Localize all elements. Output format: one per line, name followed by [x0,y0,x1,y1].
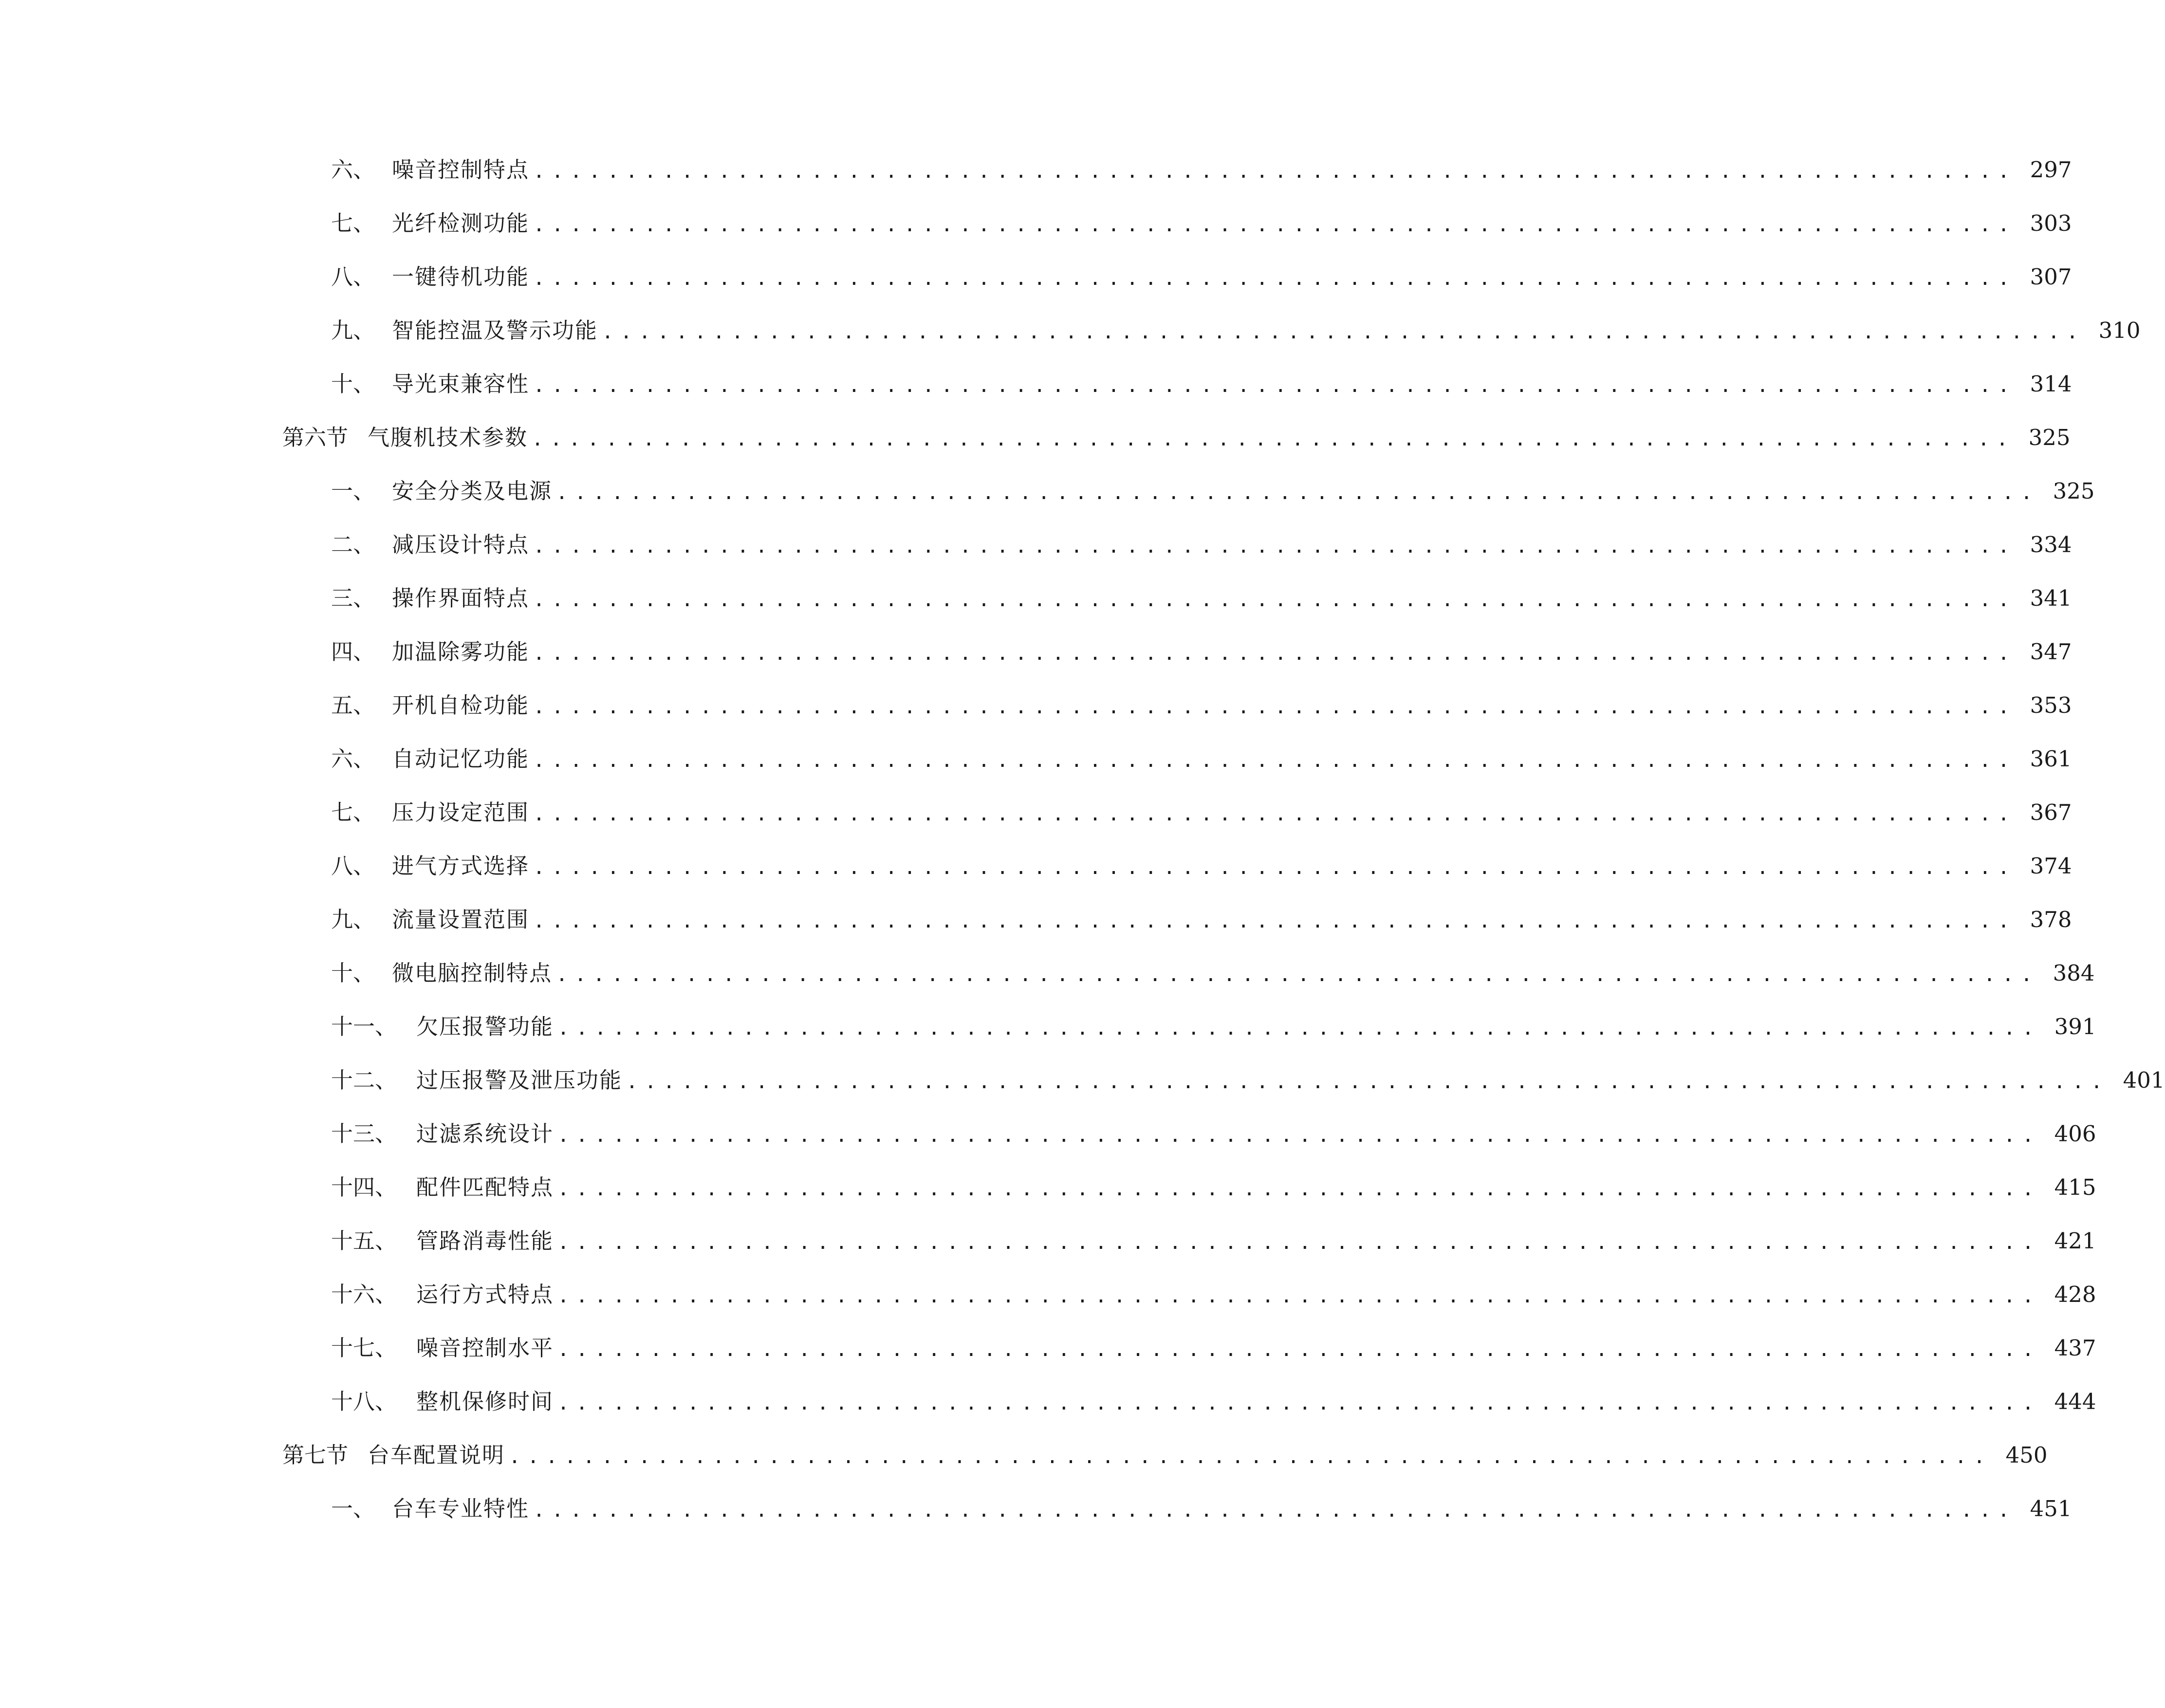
toc-entry-number: 六、 [331,156,375,183]
toc-entry-page: 334 [2030,531,2072,557]
toc-entry[interactable] [0,732,2072,785]
toc-entry-number: 五、 [331,692,375,718]
dot-leader: ................................................................................ [509,1446,1992,1468]
toc-entry-number: 十、 [331,960,375,986]
toc-entry-page: 325 [2053,478,2095,504]
toc-entry-page: 374 [2030,853,2072,879]
toc-entry-page: 341 [2030,585,2072,611]
toc-entry-number: 九、 [331,317,375,343]
toc-entry-number: 九、 [331,906,375,932]
toc-entry[interactable] [0,518,2072,571]
dot-leader: ................................................................................ [533,803,2017,825]
toc-entry-title: 过压报警及泄压功能 [416,1067,623,1093]
toc-entry-number: 第六节 [282,424,349,450]
toc-entry-title: 安全分类及电源 [392,478,553,504]
toc-entry-title: 台车配置说明 [368,1442,505,1468]
toc-entry-number: 三、 [331,585,375,611]
toc-entry-page: 401 [2123,1067,2165,1093]
toc-entry-number: 十七、 [331,1335,397,1361]
toc-entry[interactable] [0,678,2072,732]
toc-section-entry[interactable] [0,1428,2048,1482]
toc-entry-page: 428 [2054,1281,2096,1307]
toc-entry-page: 384 [2053,960,2095,986]
toc-entry-page: 307 [2030,263,2072,290]
toc-entry-page: 310 [2098,317,2141,343]
toc-entry-title: 光纤检测功能 [392,210,530,236]
toc-entry[interactable] [0,1482,2072,1535]
toc-entry[interactable] [0,839,2072,892]
toc-entry-page: 421 [2054,1227,2096,1254]
toc-entry-page: 415 [2054,1174,2096,1200]
dot-leader: ................................................................................ [533,856,2017,879]
toc-entry-title: 微电脑控制特点 [392,960,553,986]
toc-entry-title: 台车专业特性 [392,1495,530,1522]
dot-leader: ................................................................................ [533,535,2017,557]
toc-entry-title: 运行方式特点 [416,1281,554,1307]
toc-entry-page: 450 [2005,1442,2048,1468]
toc-entry-page: 303 [2030,210,2072,236]
toc-entry[interactable] [0,303,2141,357]
toc-entry[interactable] [0,571,2072,625]
toc-entry-page: 406 [2054,1120,2096,1147]
toc-entry[interactable] [0,892,2072,946]
toc-entry-page: 353 [2030,692,2072,718]
toc-entry-number: 一、 [331,478,375,504]
dot-leader: ................................................................................ [533,696,2017,718]
toc-entry[interactable] [0,1053,2165,1107]
toc-entry-number: 八、 [331,853,375,879]
toc-entry-title: 加温除雾功能 [392,638,530,665]
toc-entry-title: 智能控温及警示功能 [392,317,598,343]
toc-entry-page: 437 [2054,1335,2096,1361]
dot-leader: ................................................................................ [533,642,2017,665]
dot-leader: ................................................................................ [532,428,2015,450]
dot-leader: ................................................................................ [557,1285,2041,1307]
toc-entry-title: 自动记忆功能 [392,745,530,772]
toc-entry-page: 325 [2028,424,2071,450]
toc-entry-number: 十五、 [331,1227,397,1254]
toc-entry-number: 第七节 [282,1442,349,1468]
dot-leader: ................................................................................ [557,1231,2041,1254]
toc-entry-number: 一、 [331,1495,375,1522]
toc-entry-title: 气腹机技术参数 [368,424,528,450]
toc-entry-title: 欠压报警功能 [416,1013,554,1040]
dot-leader: ................................................................................ [626,1071,2109,1093]
toc-entry-title: 过滤系统设计 [416,1120,554,1147]
toc-entry-title: 一键待机功能 [392,263,530,290]
dot-leader: ................................................................................ [533,214,2017,236]
toc-entry-title: 开机自检功能 [392,692,530,718]
toc-entry[interactable] [0,625,2072,678]
toc-entry-page: 391 [2054,1013,2096,1040]
toc-entry-number: 十六、 [331,1281,397,1307]
toc-entry-page: 314 [2030,371,2072,397]
toc-entry-title: 操作界面特点 [392,585,530,611]
toc-entry-number: 八、 [331,263,375,290]
toc-entry-number: 七、 [331,210,375,236]
toc-entry[interactable] [0,1267,2096,1321]
toc-entry[interactable] [0,250,2072,303]
toc-entry[interactable] [0,1374,2096,1428]
toc-entry-page: 361 [2030,745,2072,772]
toc-entry-number: 十二、 [331,1067,397,1093]
toc-entry-title: 噪音控制水平 [416,1335,554,1361]
toc-entry-number: 十四、 [331,1174,397,1200]
toc-entry[interactable] [0,946,2095,1000]
toc-entry-title: 导光束兼容性 [392,371,530,397]
toc-entry-page: 378 [2030,906,2072,932]
toc-entry-number: 十一、 [331,1013,397,1040]
toc-entry-title: 流量设置范围 [392,906,530,932]
toc-entry-title: 整机保修时间 [416,1388,554,1414]
dot-leader: ................................................................................ [533,589,2017,611]
toc-entry-title: 配件匹配特点 [416,1174,554,1200]
toc-entry[interactable] [0,196,2072,250]
toc-entry-number: 十、 [331,371,375,397]
toc-entry[interactable] [0,785,2072,839]
dot-leader: ................................................................................ [557,1338,2041,1361]
toc-entry[interactable] [0,464,2095,518]
toc-entry-title: 管路消毒性能 [416,1227,554,1254]
dot-leader: ................................................................................ [557,1392,2041,1414]
dot-leader: ................................................................................ [556,964,2039,986]
toc-entry-title: 进气方式选择 [392,853,530,879]
dot-leader: ................................................................................ [533,374,2017,397]
toc-section-entry[interactable] [0,410,2071,464]
toc-entry-page: 444 [2054,1388,2096,1414]
toc-entry-number: 七、 [331,799,375,825]
toc-entry[interactable] [0,357,2072,410]
toc-entry[interactable] [0,1000,2096,1053]
toc-entry-page: 451 [2030,1495,2072,1522]
toc-entry[interactable] [0,143,2072,196]
toc-entry-number: 四、 [331,638,375,665]
dot-leader: ................................................................................ [533,1499,2017,1522]
toc-entry-page: 367 [2030,799,2072,825]
toc-entry-number: 十八、 [331,1388,397,1414]
dot-leader: ................................................................................ [557,1017,2041,1040]
toc-entry[interactable] [0,1107,2096,1160]
toc-entry-page: 297 [2030,156,2072,183]
toc-entry-number: 十三、 [331,1120,397,1147]
toc-entry[interactable] [0,1214,2096,1267]
dot-leader: ................................................................................ [557,1178,2041,1200]
toc-entry[interactable] [0,1160,2096,1214]
dot-leader: ................................................................................ [556,482,2039,504]
toc-entry[interactable] [0,1321,2096,1374]
dot-leader: ................................................................................ [533,160,2017,183]
toc-entry-title: 噪音控制特点 [392,156,530,183]
dot-leader: ................................................................................ [557,1124,2041,1147]
toc-entry-number: 二、 [331,531,375,557]
toc-entry-number: 六、 [331,745,375,772]
dot-leader: ................................................................................ [602,321,2085,343]
dot-leader: ................................................................................ [533,749,2017,772]
dot-leader: ................................................................................ [533,267,2017,290]
toc-entry-title: 压力设定范围 [392,799,530,825]
toc-entry-page: 347 [2030,638,2072,665]
toc-entry-title: 减压设计特点 [392,531,530,557]
dot-leader: ................................................................................ [533,910,2017,932]
